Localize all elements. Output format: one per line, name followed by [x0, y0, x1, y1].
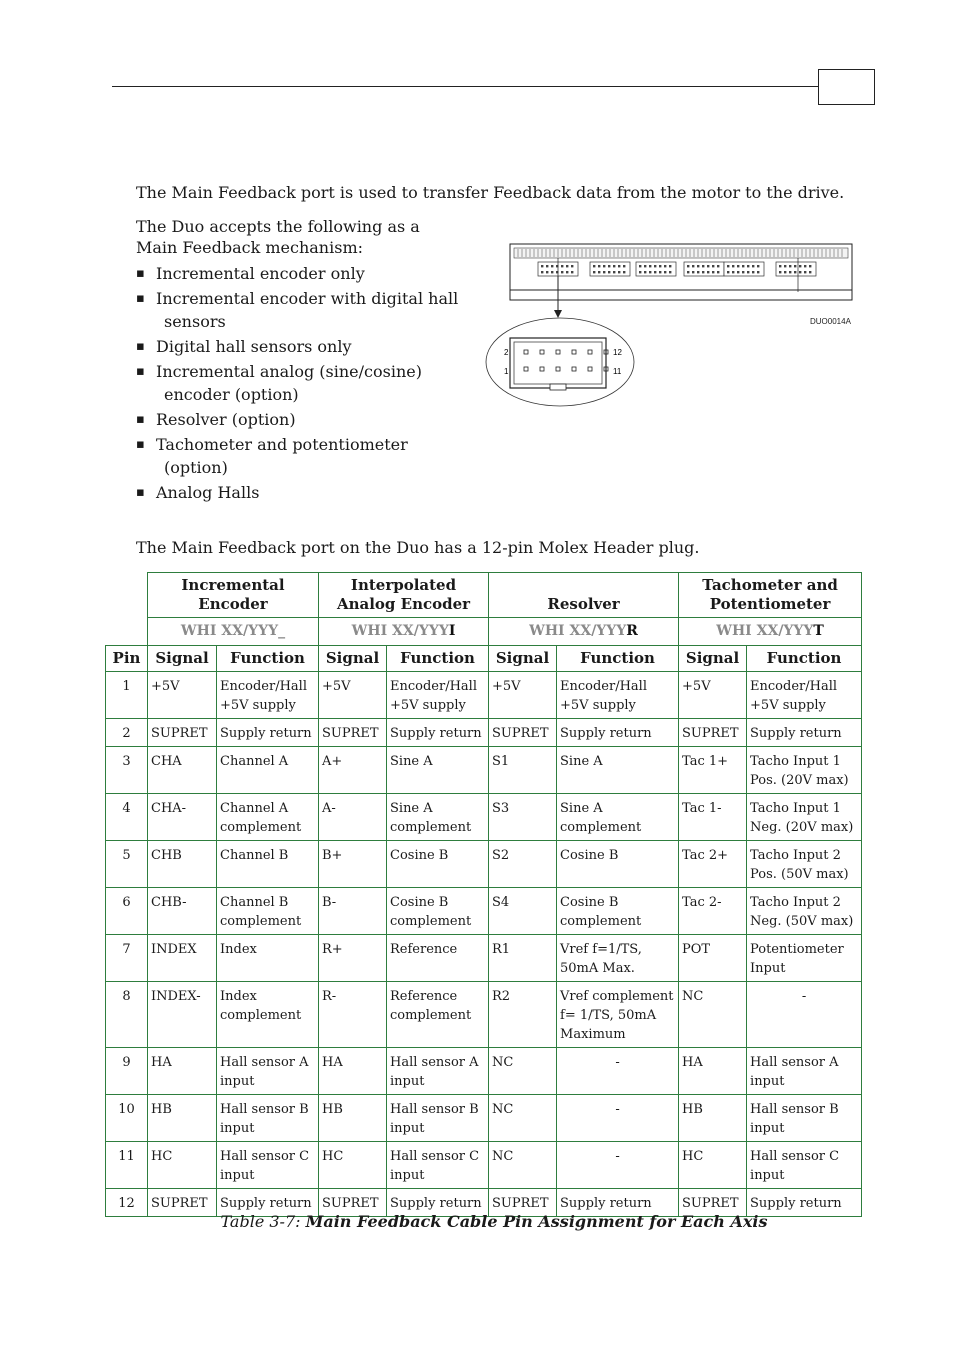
function-cell: Cosine B	[387, 841, 489, 888]
page-number-box	[818, 69, 875, 105]
blank-corner	[106, 618, 148, 646]
mechanism-item	[136, 481, 466, 504]
signal-cell: A+	[319, 747, 387, 794]
signal-cell: R+	[319, 935, 387, 982]
function-cell: Reference	[387, 935, 489, 982]
function-cell: Tacho Input 2 Pos. (50V max)	[747, 841, 862, 888]
pin-number: 3	[106, 747, 148, 794]
signal-cell: SUPRET	[489, 1189, 557, 1217]
pin-label-11: 11	[613, 367, 622, 376]
function-cell: Hall sensor A input	[217, 1048, 319, 1095]
pin-label-12: 12	[613, 348, 622, 357]
signal-cell: SUPRET	[319, 1189, 387, 1217]
function-cell: Index complement	[217, 982, 319, 1048]
function-cell: Hall sensor B input	[387, 1095, 489, 1142]
function-cell: -	[557, 1142, 679, 1189]
function-cell: Sine A complement	[387, 794, 489, 841]
caption-prefix: Table 3-7:	[220, 1212, 306, 1231]
mechanism-line: Digital hall sensors only	[156, 337, 352, 356]
mechanism-item	[136, 360, 466, 406]
signal-cell: +5V	[148, 672, 217, 719]
signal-cell: SUPRET	[148, 719, 217, 747]
function-cell: Hall sensor B input	[747, 1095, 862, 1142]
function-cell: Hall sensor B input	[217, 1095, 319, 1142]
col-function: Function	[747, 646, 862, 672]
function-cell: Sine A	[387, 747, 489, 794]
signal-cell: SUPRET	[489, 719, 557, 747]
model-code	[489, 618, 679, 646]
function-cell: Vref complement f= 1/TS, 50mA Maximum	[557, 982, 679, 1048]
pin-number: 11	[106, 1142, 148, 1189]
model-suffix: I	[448, 623, 456, 639]
model-prefix: WHI XX/YYY	[529, 623, 627, 639]
pin-number: 9	[106, 1048, 148, 1095]
function-cell: Channel A	[217, 747, 319, 794]
function-cell: -	[557, 1095, 679, 1142]
pin-label-1: 1	[504, 367, 509, 376]
function-cell: Hall sensor A input	[747, 1048, 862, 1095]
blank-corner	[106, 573, 148, 618]
accepts-paragraph: The Duo accepts the following as a Main Feedback mechanism:	[136, 217, 420, 257]
function-cell: Supply return	[747, 1189, 862, 1217]
function-cell: Hall sensor A input	[387, 1048, 489, 1095]
function-cell: Supply return	[217, 719, 319, 747]
pin-number: 1	[106, 672, 148, 719]
table-row	[106, 747, 862, 794]
signal-cell: B+	[319, 841, 387, 888]
pin-number: 12	[106, 1189, 148, 1217]
pin-assignment-table	[105, 572, 862, 1217]
model-code	[319, 618, 489, 646]
function-cell: Supply return	[387, 1189, 489, 1217]
group-header-row	[106, 573, 862, 618]
table-row	[106, 794, 862, 841]
table-row	[106, 672, 862, 719]
signal-cell: CHB-	[148, 888, 217, 935]
mechanism-line-continued: (option)	[164, 458, 228, 477]
signal-cell: HB	[148, 1095, 217, 1142]
table-row	[106, 1048, 862, 1095]
model-code	[679, 618, 862, 646]
pin-number: 7	[106, 935, 148, 982]
signal-cell: NC	[489, 1142, 557, 1189]
col-pin: Pin	[106, 646, 148, 672]
signal-cell: Tac 1+	[679, 747, 747, 794]
function-cell: Encoder/Hall +5V supply	[557, 672, 679, 719]
model-prefix: WHI XX/YYY	[716, 623, 814, 639]
model-prefix: WHI XX/YYY_	[180, 623, 286, 639]
signal-cell: S1	[489, 747, 557, 794]
signal-cell: Tac 2-	[679, 888, 747, 935]
signal-cell: A-	[319, 794, 387, 841]
diagram-code: DUO0014A	[810, 317, 851, 326]
table-row	[106, 841, 862, 888]
signal-cell: +5V	[489, 672, 557, 719]
model-code	[148, 618, 319, 646]
signal-cell: NC	[679, 982, 747, 1048]
function-cell: Supply return	[747, 719, 862, 747]
signal-cell: CHB	[148, 841, 217, 888]
mechanism-item	[136, 433, 466, 479]
signal-cell: R1	[489, 935, 557, 982]
function-cell: Reference complement	[387, 982, 489, 1048]
function-cell: Supply return	[557, 719, 679, 747]
caption-title: Main Feedback Cable Pin Assignment for Each Axis	[305, 1212, 768, 1231]
function-cell: Channel A complement	[217, 794, 319, 841]
group-title: Tachometer and Potentiometer	[679, 573, 862, 618]
function-cell: Cosine B complement	[387, 888, 489, 935]
mechanism-line: Tachometer and potentiometer	[156, 435, 408, 454]
function-cell: Hall sensor C input	[747, 1142, 862, 1189]
mechanism-line: Incremental encoder with digital hall	[156, 289, 459, 308]
pin-number: 2	[106, 719, 148, 747]
function-cell: -	[747, 982, 862, 1048]
table-row	[106, 1095, 862, 1142]
mechanism-item	[136, 287, 466, 333]
mechanism-item	[136, 262, 466, 285]
plug-paragraph: The Main Feedback port on the Duo has a 12-pin Molex Header plug.	[136, 538, 700, 557]
function-cell: Tacho Input 2 Neg. (50V max)	[747, 888, 862, 935]
mechanism-line-continued: encoder (option)	[164, 385, 299, 404]
signal-cell: S4	[489, 888, 557, 935]
signal-cell: POT	[679, 935, 747, 982]
table-row	[106, 888, 862, 935]
mechanism-line: Analog Halls	[156, 483, 260, 502]
signal-cell: HC	[319, 1142, 387, 1189]
column-header-row	[106, 646, 862, 672]
signal-cell: Tac 1-	[679, 794, 747, 841]
group-title: Interpolated Analog Encoder	[319, 573, 489, 618]
pin-number: 5	[106, 841, 148, 888]
signal-cell: Tac 2+	[679, 841, 747, 888]
function-cell: Supply return	[557, 1189, 679, 1217]
table-row	[106, 1142, 862, 1189]
col-function: Function	[387, 646, 489, 672]
mechanism-line: Incremental analog (sine/cosine)	[156, 362, 422, 381]
pin-label-2: 2	[504, 348, 509, 357]
signal-cell: HA	[679, 1048, 747, 1095]
signal-cell: HA	[319, 1048, 387, 1095]
function-cell: Cosine B complement	[557, 888, 679, 935]
intro-paragraph: The Main Feedback port is used to transfer Feedback data from the motor to the drive.	[136, 183, 845, 202]
signal-cell: SUPRET	[319, 719, 387, 747]
function-cell: Hall sensor C input	[387, 1142, 489, 1189]
function-cell: Potentiometer Input	[747, 935, 862, 982]
table-row	[106, 935, 862, 982]
signal-cell: HA	[148, 1048, 217, 1095]
signal-cell: INDEX	[148, 935, 217, 982]
signal-cell: CHA-	[148, 794, 217, 841]
signal-cell: CHA	[148, 747, 217, 794]
table-row	[106, 719, 862, 747]
signal-cell: R-	[319, 982, 387, 1048]
function-cell: Supply return	[387, 719, 489, 747]
table-caption	[0, 1212, 954, 1231]
function-cell: Supply return	[217, 1189, 319, 1217]
col-function: Function	[217, 646, 319, 672]
pin-number: 8	[106, 982, 148, 1048]
signal-cell: HB	[679, 1095, 747, 1142]
function-cell: Cosine B	[557, 841, 679, 888]
function-cell: Channel B complement	[217, 888, 319, 935]
group-title: Resolver	[489, 573, 679, 618]
model-prefix: WHI XX/YYY	[351, 623, 449, 639]
signal-cell: HC	[679, 1142, 747, 1189]
mechanism-list	[136, 262, 466, 506]
function-cell: Hall sensor C input	[217, 1142, 319, 1189]
signal-cell: S3	[489, 794, 557, 841]
function-cell: Index	[217, 935, 319, 982]
function-cell: Channel B	[217, 841, 319, 888]
signal-cell: +5V	[319, 672, 387, 719]
col-signal: Signal	[148, 646, 217, 672]
model-suffix: T	[813, 623, 824, 639]
signal-cell: INDEX-	[148, 982, 217, 1048]
model-row	[106, 618, 862, 646]
col-signal: Signal	[679, 646, 747, 672]
mechanism-item	[136, 335, 466, 358]
table-row	[106, 982, 862, 1048]
function-cell: Tacho Input 1 Neg. (20V max)	[747, 794, 862, 841]
signal-cell: NC	[489, 1095, 557, 1142]
signal-cell: HB	[319, 1095, 387, 1142]
signal-cell: SUPRET	[679, 719, 747, 747]
function-cell: -	[557, 1048, 679, 1095]
pin-number: 10	[106, 1095, 148, 1142]
function-cell: Tacho Input 1 Pos. (20V max)	[747, 747, 862, 794]
signal-cell: +5V	[679, 672, 747, 719]
signal-cell: HC	[148, 1142, 217, 1189]
mechanism-line-continued: sensors	[164, 312, 226, 331]
function-cell: Encoder/Hall +5V supply	[747, 672, 862, 719]
mechanism-line: Incremental encoder only	[156, 264, 365, 283]
function-cell: Encoder/Hall +5V supply	[387, 672, 489, 719]
model-suffix: R	[626, 623, 638, 639]
signal-cell: S2	[489, 841, 557, 888]
mechanism-item	[136, 408, 466, 431]
connector-diagram	[484, 240, 856, 410]
signal-cell: NC	[489, 1048, 557, 1095]
mechanism-line: Resolver (option)	[156, 410, 296, 429]
col-function: Function	[557, 646, 679, 672]
signal-cell: R2	[489, 982, 557, 1048]
function-cell: Sine A	[557, 747, 679, 794]
function-cell: Encoder/Hall +5V supply	[217, 672, 319, 719]
pin-number: 6	[106, 888, 148, 935]
header-rule	[112, 86, 818, 87]
signal-cell: SUPRET	[679, 1189, 747, 1217]
signal-cell: B-	[319, 888, 387, 935]
signal-cell: SUPRET	[148, 1189, 217, 1217]
pin-number: 4	[106, 794, 148, 841]
col-signal: Signal	[489, 646, 557, 672]
col-signal: Signal	[319, 646, 387, 672]
function-cell: Vref f=1/TS, 50mA Max.	[557, 935, 679, 982]
function-cell: Sine A complement	[557, 794, 679, 841]
group-title: Incremental Encoder	[148, 573, 319, 618]
